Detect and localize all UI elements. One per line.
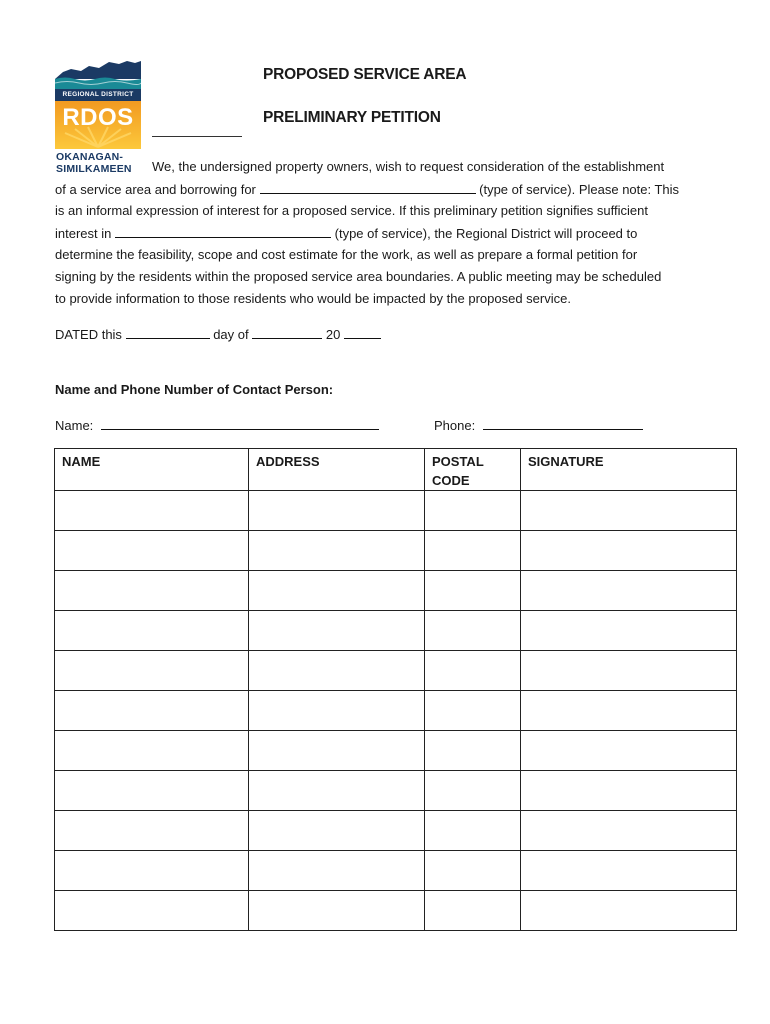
postal-code-cell[interactable]	[425, 651, 521, 691]
table-row	[55, 531, 737, 571]
body-text: of a service area and borrowing for	[55, 182, 256, 197]
postal-code-cell[interactable]	[425, 491, 521, 531]
body-text: (type of service), the Regional District will proceed to	[334, 226, 638, 241]
signature-cell[interactable]	[521, 531, 737, 571]
postal-code-cell[interactable]	[425, 731, 521, 771]
signature-table	[54, 448, 737, 931]
address-cell[interactable]	[249, 611, 425, 651]
day-blank[interactable]	[126, 326, 210, 339]
service-type-blank-2[interactable]	[115, 225, 331, 238]
postal-code-cell[interactable]	[425, 611, 521, 651]
body-line-4	[55, 225, 637, 242]
service-type-blank-1[interactable]	[260, 181, 476, 194]
body-text: to provide information to those residents who would be impacted by the proposed service.	[55, 291, 571, 306]
name-cell[interactable]	[55, 531, 249, 571]
body-line-6	[55, 269, 661, 285]
name-cell[interactable]	[55, 851, 249, 891]
signature-cell[interactable]	[521, 491, 737, 531]
signature-cell[interactable]	[521, 651, 737, 691]
name-cell[interactable]	[55, 811, 249, 851]
signature-cell[interactable]	[521, 571, 737, 611]
year-blank[interactable]	[344, 326, 381, 339]
name-cell[interactable]	[55, 611, 249, 651]
phone-label: Phone:	[434, 418, 476, 433]
table-row	[55, 611, 737, 651]
signature-cell[interactable]	[521, 811, 737, 851]
signature-cell[interactable]	[521, 771, 737, 811]
body-text: determine the feasibility, scope and cost estimate for the work, as well as prepare a formal petition for	[55, 247, 638, 262]
name-blank[interactable]	[101, 417, 379, 430]
address-cell[interactable]	[249, 491, 425, 531]
address-cell[interactable]	[249, 651, 425, 691]
table-row	[55, 891, 737, 931]
address-cell[interactable]	[249, 811, 425, 851]
logo-name-line1: OKANAGAN-	[56, 151, 124, 163]
contact-heading: Name and Phone Number of Contact Person:	[55, 382, 334, 397]
logo-name-line2: SIMILKAMEEN	[56, 163, 132, 175]
name-cell[interactable]	[55, 651, 249, 691]
dated-line	[55, 326, 381, 343]
table-row	[55, 731, 737, 771]
phone-blank[interactable]	[483, 417, 643, 430]
address-cell[interactable]	[249, 891, 425, 931]
address-cell[interactable]	[249, 851, 425, 891]
address-cell[interactable]	[249, 691, 425, 731]
body-line-1	[152, 159, 664, 175]
name-cell[interactable]	[55, 891, 249, 931]
table-row	[55, 771, 737, 811]
logo-acronym: RDOS	[62, 104, 134, 131]
address-cell[interactable]	[249, 771, 425, 811]
table-row	[55, 571, 737, 611]
logo-regional-district: REGIONAL DISTRICT	[62, 91, 134, 98]
name-cell[interactable]	[55, 771, 249, 811]
body-text: (type of service). Please note: This	[479, 182, 680, 197]
page-title: PROPOSED SERVICE AREA	[263, 66, 467, 83]
signature-cell[interactable]	[521, 851, 737, 891]
signature-cell[interactable]	[521, 691, 737, 731]
name-cell[interactable]	[55, 691, 249, 731]
table-header-row	[55, 449, 737, 491]
name-cell[interactable]	[55, 491, 249, 531]
body-text: is an informal expression of interest for a proposed service. If this preliminary petition signifies sufficient	[55, 203, 648, 218]
dated-label: DATED this	[55, 327, 122, 342]
year-label: 20	[325, 327, 341, 342]
table-row	[55, 851, 737, 891]
body-text: We, the undersigned property owners, wish to request consideration of the establishment	[152, 159, 665, 174]
address-cell[interactable]	[249, 531, 425, 571]
postal-code-cell[interactable]	[425, 531, 521, 571]
contact-name-row	[55, 417, 379, 434]
body-line-7	[55, 291, 571, 307]
postal-code-cell[interactable]	[425, 571, 521, 611]
day-of-label: day of	[213, 327, 249, 342]
page-subtitle: PRELIMINARY PETITION	[263, 109, 441, 126]
col-header-signature: SIGNATURE	[521, 449, 737, 491]
postal-code-cell[interactable]	[425, 691, 521, 731]
postal-code-cell[interactable]	[425, 811, 521, 851]
rdos-logo	[55, 59, 141, 177]
postal-code-cell[interactable]	[425, 851, 521, 891]
body-line-2	[55, 181, 679, 198]
table-row	[55, 811, 737, 851]
title-divider	[152, 136, 242, 137]
col-header-address: ADDRESS	[249, 449, 425, 491]
table-row	[55, 691, 737, 731]
name-cell[interactable]	[55, 731, 249, 771]
name-cell[interactable]	[55, 571, 249, 611]
body-text: signing by the residents within the proposed service area boundaries. A public meeting may be scheduled	[55, 269, 662, 284]
table-row	[55, 651, 737, 691]
signature-cell[interactable]	[521, 611, 737, 651]
postal-code-cell[interactable]	[425, 891, 521, 931]
col-header-postal-code: POSTAL CODE	[425, 449, 521, 491]
col-header-name: NAME	[55, 449, 249, 491]
month-blank[interactable]	[252, 326, 322, 339]
body-line-5	[55, 247, 637, 263]
signature-cell[interactable]	[521, 731, 737, 771]
signature-cell[interactable]	[521, 891, 737, 931]
body-text: interest in	[55, 226, 112, 241]
table-row	[55, 491, 737, 531]
contact-phone-row	[434, 417, 643, 434]
postal-code-cell[interactable]	[425, 771, 521, 811]
name-label: Name:	[55, 418, 94, 433]
body-line-3	[55, 203, 648, 219]
address-cell[interactable]	[249, 571, 425, 611]
address-cell[interactable]	[249, 731, 425, 771]
